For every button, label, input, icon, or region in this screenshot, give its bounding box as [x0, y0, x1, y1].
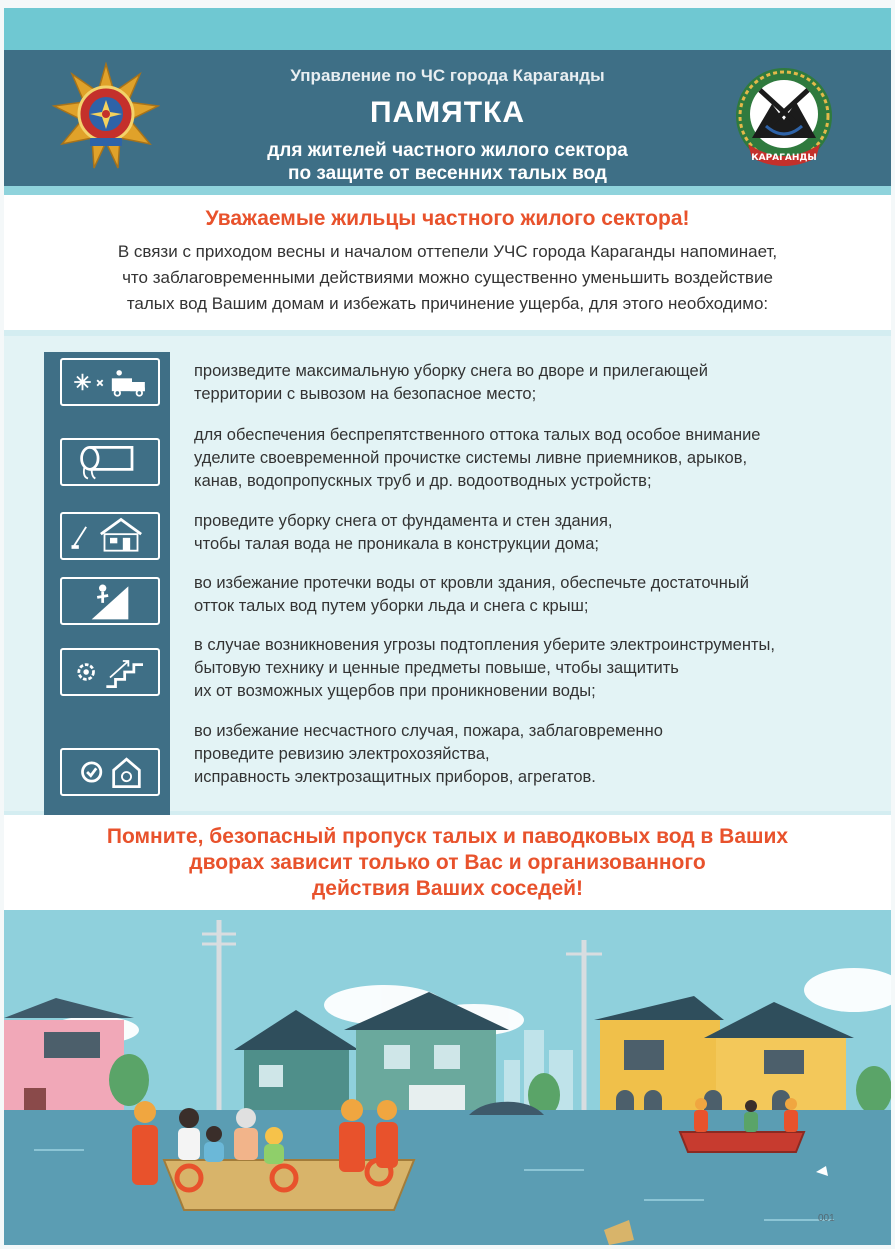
intro-paragraph: [4, 239, 891, 317]
reminder-section: [4, 815, 891, 910]
instruction-item-1: произведите максимальную уборку снега во дворе и прилегающей территории с вывозом на безопасное место;: [194, 362, 708, 403]
instruction-item-2: для обеспечения беспрепятственного оттока талых вод особое внимание уделите своевременной прочистке системы ливне приемников, арыков, канав, водопропускных труб и др. водоотводных устройств;: [194, 426, 761, 490]
subtitle-line-2: по защите от весенних талых вод: [288, 163, 607, 184]
page-number: 001: [818, 1213, 835, 1224]
instruction-item-3: проведите уборку снега от фундамента и стен здания, чтобы талая вода не проникала в конструкции дома;: [194, 512, 613, 553]
icon-column: [44, 352, 170, 822]
instructions-section: [4, 330, 891, 815]
header-divider: [4, 186, 891, 195]
intro-line-3: талых вод Вашим домам и избежать причинение ущерба, для этого необходимо:: [126, 294, 769, 313]
intro-section: [4, 195, 891, 330]
roof-clearing-icon: [60, 577, 160, 625]
intro-line-2: что заблаговременными действиями можно существенно уменьшить воздействие: [122, 268, 773, 287]
intro-line-1: В связи с приходом весны и началом оттепели УЧС города Караганды напоминает,: [117, 242, 778, 261]
instruction-item-4: во избежание протечки воды от кровли здания, обеспечьте достаточный отток талых вод путем уборки льда и снега с крыш;: [194, 574, 749, 615]
reminder-line-3: действия Ваших соседей!: [311, 877, 584, 900]
emergency-service-emblem-icon: [52, 62, 160, 170]
instruction-item-6: во избежание несчастного случая, пожара, заблаговременно проведите ревизию электрохозяйства, исправность электрозащитных приборов, агрегатов.: [194, 722, 663, 786]
greeting-heading: Уважаемые жильцы частного жилого сектора!: [205, 207, 690, 230]
subtitle-line-1: для жителей частного жилого сектора: [267, 140, 628, 161]
karaganda-city-emblem-icon: [730, 64, 838, 172]
move-valuables-up-icon: [60, 648, 160, 696]
instructions-panel: [4, 336, 891, 811]
electrical-safety-icon: [60, 748, 160, 796]
emblem-caption: КАРАГАНДЫ: [751, 153, 817, 163]
reminder-line-1: Помните, безопасный пропуск талых и паводковых вод в Ваших: [106, 825, 789, 848]
snow-removal-icon: [60, 358, 160, 406]
instruction-item-5: в случае возникновения угрозы подтопления уберите электроинструменты, бытовую технику и ценные предметы повыше, чтобы защитить их от возможных ущербов при проникновении воды;: [194, 636, 775, 700]
reminder-line-2: дворах зависит только от Вас и организованного: [189, 851, 706, 874]
drain-pipe-icon: [60, 438, 160, 486]
page-title: ПАМЯТКА: [369, 96, 526, 129]
organization-name: Управление по ЧС города Караганды: [290, 66, 605, 85]
flood-rescue-illustration: [4, 910, 891, 1245]
header-top-band: [4, 8, 891, 50]
house-foundation-icon: [60, 512, 160, 560]
